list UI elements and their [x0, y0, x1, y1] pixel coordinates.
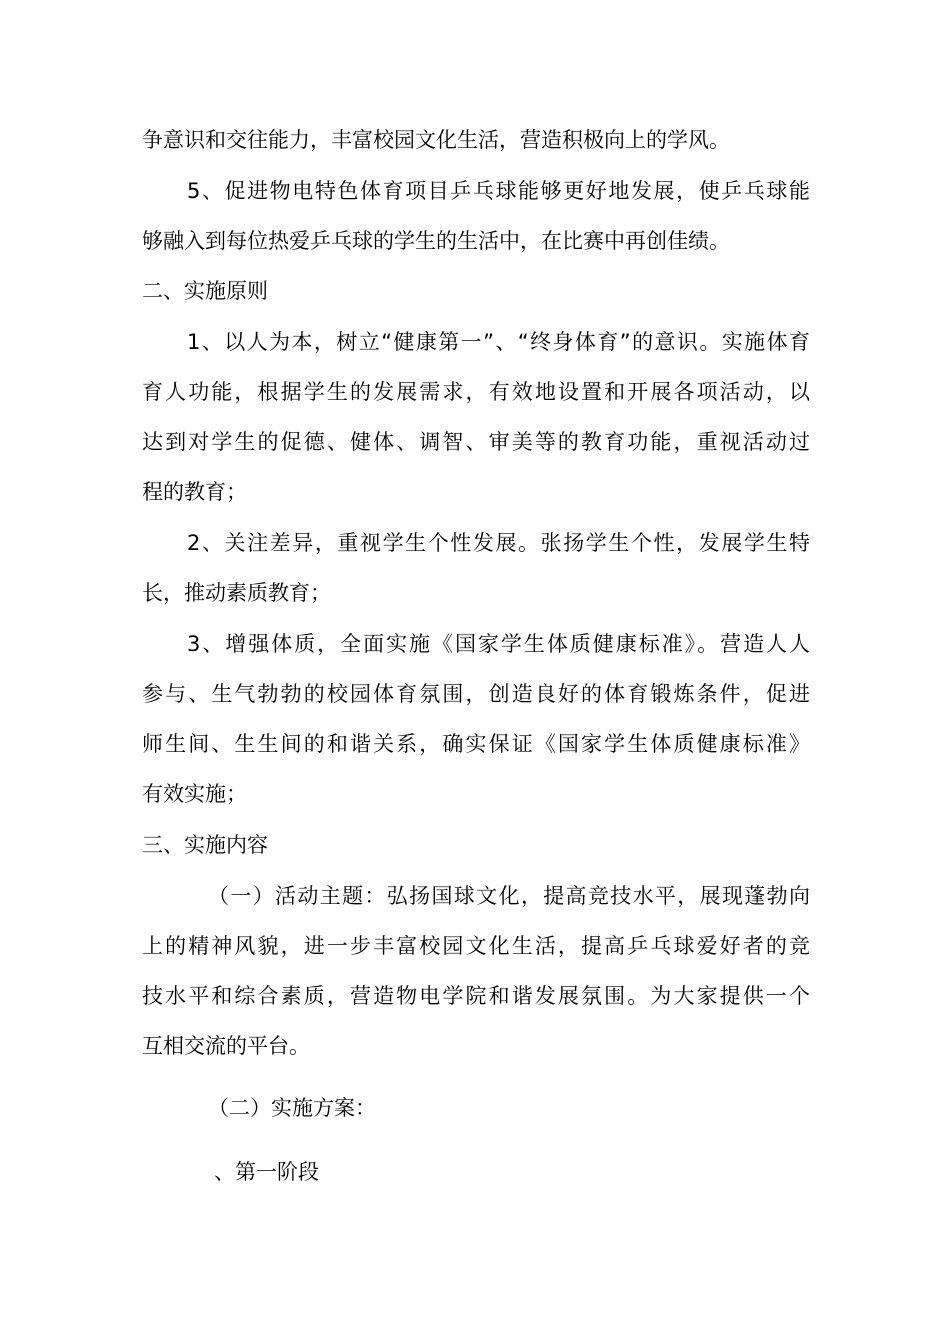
paragraph-line: 长，推动素质教育；: [142, 581, 331, 605]
paragraph-line: 师生间、生生间的和谐关系，确实保证《国家学生体质健康标准》: [142, 732, 810, 756]
paragraph-line: 互相交流的平台。: [142, 1034, 310, 1058]
paragraph-line: 2、关注差异，重视学生个性发展。张扬学生个性，发展学生特: [187, 531, 810, 555]
paragraph-line: 达到对学生的促德、健体、调智、审美等的教育功能，重视活动过: [142, 430, 810, 454]
paragraph-line: 5、促进物电特色体育项目乒乓球能够更好地发展，使乒乓球能: [187, 179, 810, 203]
subsection-heading: （二）实施方案：: [208, 1096, 376, 1120]
subsection-heading: 、第一阶段: [214, 1160, 319, 1184]
section-heading: 二、实施原则: [142, 279, 268, 303]
paragraph-line: 程的教育；: [142, 480, 247, 504]
paragraph-line: 够融入到每位热爱乒乓球的学生的生活中，在比赛中再创佳绩。: [142, 229, 730, 253]
paragraph-line: 上的精神风貌，进一步丰富校园文化生活，提高乒乓球爱好者的竞: [142, 934, 810, 958]
paragraph-line: 参与、生气勃勃的校园体育氛围，创造良好的体育锻炼条件，促进: [142, 682, 810, 706]
paragraph-line: 有效实施；: [142, 782, 247, 806]
paragraph-line: （一）活动主题：弘扬国球文化，提高竞技水平，展现蓬勃向: [208, 884, 810, 908]
paragraph-line: 1、以人为本，树立“健康第一”、“终身体育”的意识。实施体育: [187, 330, 810, 354]
paragraph-line: 争意识和交往能力，丰富校园文化生活，营造积极向上的学风。: [142, 128, 730, 152]
paragraph-line: 3、增强体质，全面实施《国家学生体质健康标准》。营造人人: [187, 632, 810, 656]
paragraph-line: 育人功能，根据学生的发展需求，有效地设置和开展各项活动，以: [142, 380, 810, 404]
section-heading: 三、实施内容: [142, 833, 268, 857]
paragraph-line: 技水平和综合素质，营造物电学院和谐发展氛围。为大家提供一个: [142, 984, 810, 1008]
